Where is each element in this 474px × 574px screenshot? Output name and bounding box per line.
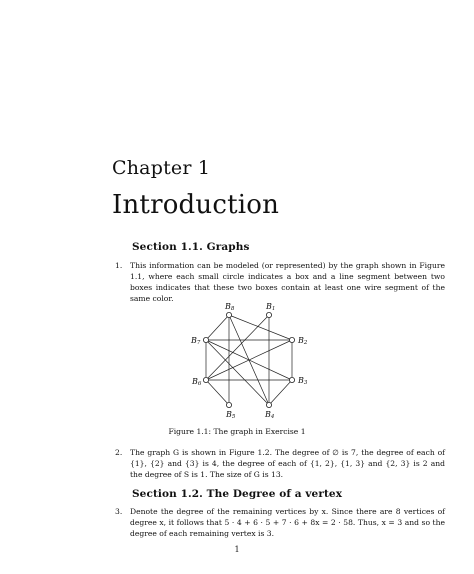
- graph-vertex: [203, 377, 208, 382]
- vertex-label: $B_7$: [191, 336, 201, 346]
- chapter-label: Chapter 1: [112, 157, 211, 179]
- exercise-text: This information can be modeled (or represented) by the graph shown in Figure 1.1, where each small circle indicates a box and a line segment between two boxes indicates that these two boxes contain at least one wire segment of the same color.: [130, 261, 445, 303]
- graph-edge: [206, 315, 229, 340]
- vertex-label: $B_4$: [265, 410, 275, 420]
- exercise-text: The graph G is shown in Figure 1.2. The degree of ∅ is 7, the degree of each of {1}, {2} and {3} is 4, the degree of each of {1, 2}, {1, 3} and {2, 3} is 2 and the degree of S is 1. The size of G is 13.: [130, 448, 445, 479]
- graph-edge: [206, 380, 229, 405]
- graph-vertex: [266, 402, 271, 407]
- graph-edge: [269, 380, 292, 405]
- graph-vertex: [226, 402, 231, 407]
- exercise-number: 1.: [115, 261, 123, 270]
- graph-edge: [206, 340, 269, 405]
- graph-vertex: [289, 377, 294, 382]
- vertex-label: $B_2$: [298, 336, 308, 346]
- graph-drawing: [186, 300, 306, 420]
- vertex-label: $B_1$: [266, 302, 276, 312]
- vertex-label: $B_5$: [226, 410, 236, 420]
- page-number: 1: [234, 545, 240, 554]
- exercise-item: [115, 447, 445, 480]
- vertex-label: $B_6$: [192, 377, 202, 387]
- vertex-label: $B_3$: [298, 376, 308, 386]
- exercise-item: [115, 260, 445, 304]
- exercise-text: Denote the degree of the remaining vertices by x. Since there are 8 vertices of degree x, it follows that 5 · 4 + 6 · 5 + 7 · 6 + 8x = 2 · 58. Thus, x = 3 and so the degree of each remaining vertex is 3.: [130, 507, 445, 538]
- exercise-item: [115, 506, 445, 539]
- graph-edge: [206, 315, 269, 380]
- graph-figure: [186, 300, 306, 420]
- exercise-number: 2.: [115, 448, 123, 457]
- chapter-title: Introduction: [112, 190, 280, 220]
- graph-vertex: [289, 337, 294, 342]
- section-heading-graphs: Section 1.1. Graphs: [132, 241, 250, 253]
- exercise-number: 3.: [115, 507, 123, 516]
- graph-vertex: [203, 337, 208, 342]
- vertex-label: $B_8$: [225, 302, 235, 312]
- figure-caption: Figure 1.1: The graph in Exercise 1: [168, 427, 306, 436]
- section-heading-degree: Section 1.2. The Degree of a vertex: [132, 488, 343, 500]
